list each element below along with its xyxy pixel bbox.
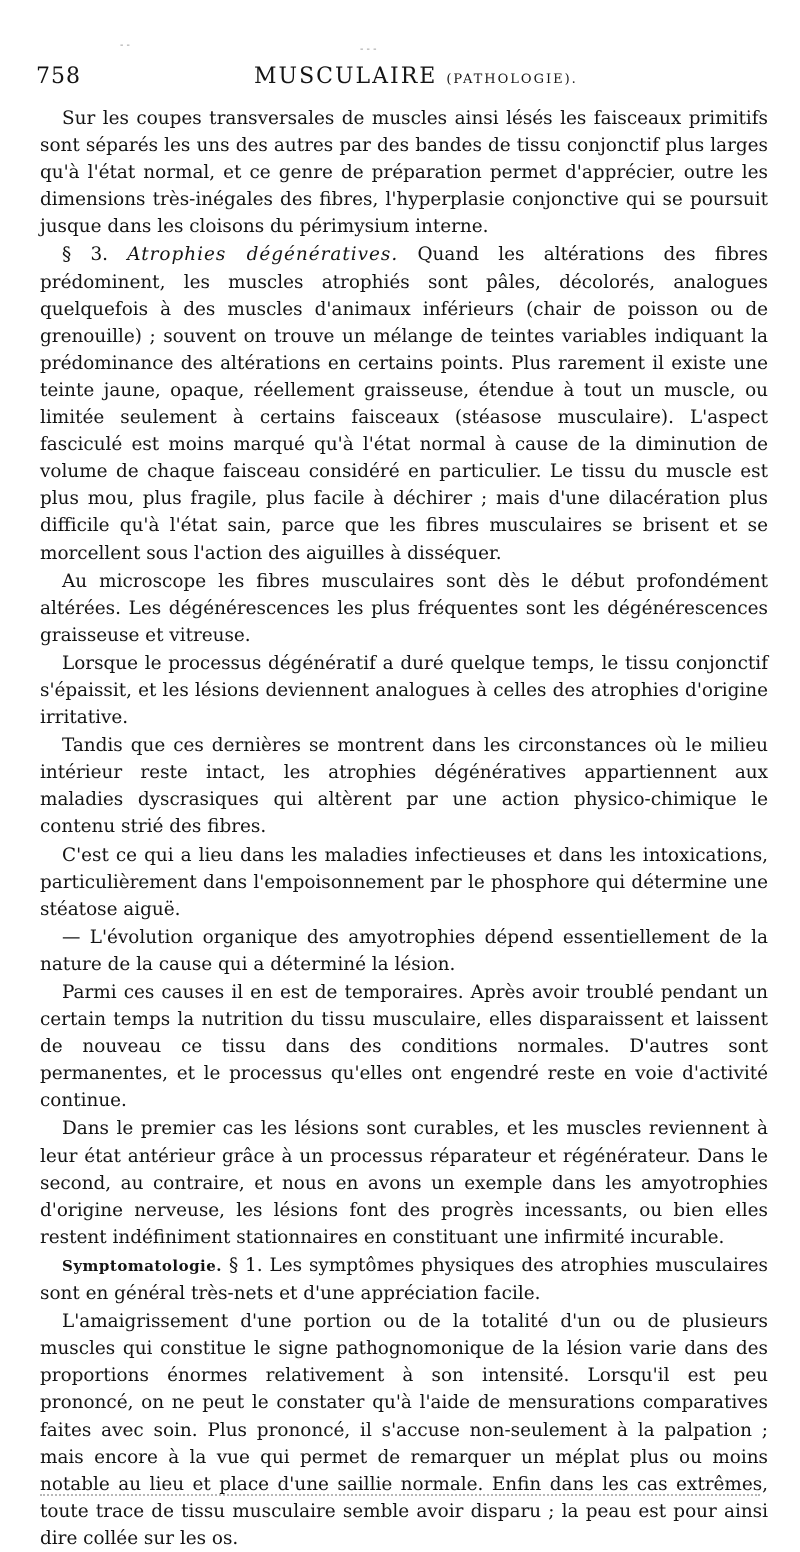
paragraph-2 <box>40 241 768 566</box>
paragraph-9: Dans le premier cas les lésions sont curables, et les muscles reviennent à leur état antérieur grâce à un processus réparateur et régénérateur. Dans le second, au contraire, et nous en avons un exemple dans les amyotrophies d'origine nerveuse, les lésions font des progrès incessants, ou bien elles restent indéfiniment stationnaires en constituant une infirmité incurable. <box>40 1118 768 1248</box>
scan-speck: - - - <box>360 44 377 55</box>
running-title-sub: (PATHOLOGIE). <box>446 72 578 87</box>
paragraph-2-text: Quand les altérations des fibres prédominent, les muscles atrophiés sont pâles, décolorés, analogues quelquefois à des muscles d'animaux inférieurs (chair de poisson ou de grenouille) ; souvent on trouve un mélange de teintes variables indiquant la prédominance des altérations en certains points. Plus rarement il existe une teinte jaune, opaque, réellement graisseuse, étendue à tout un muscle, ou limitée seulement à certains faisceaux (stéasose musculaire). L'aspect fasciculé est moins marqué qu'à l'état normal à cause de la diminution de volume de chaque faisceau considéré en particulier. Le tissu du muscle est plus mou, plus fragile, plus facile à déchirer ; mais d'une dilacération plus difficile qu'à l'état sain, parce que les fibres musculaires se brisent et se morcellent sous l'action des aiguilles à disséquer. <box>40 244 768 564</box>
symptomatology-label: Symptomatologie. <box>62 1256 223 1275</box>
paragraph-10-text: Les symptômes physiques des atrophies musculaires sont en général très-nets et d'une appréciation facile. <box>40 1254 768 1305</box>
paragraph-6: C'est ce qui a lieu dans les maladies infectieuses et dans les intoxications, particulièrement dans l'empoisonnement par le phosphore qui détermine une stéatose aiguë. <box>40 844 768 920</box>
running-header <box>36 64 776 94</box>
paragraph-5: Tandis que ces dernières se montrent dans les circonstances où le milieu intérieur reste intact, les atrophies dégénératives appartiennent aux maladies dyscrasiques qui altèrent par une action physico-chimique le contenu strié des fibres. <box>40 735 768 838</box>
paragraph-8: Parmi ces causes il en est de temporaires. Après avoir troublé pendant un certain temps la nutrition du tissu musculaire, elles disparaissent et laissent de nouveau ce tissu dans des conditions normales. D'autres sont permanentes, et le processus qu'elles ont engendré reste en voie d'activité continue. <box>40 982 768 1112</box>
running-title <box>254 64 578 89</box>
body-text <box>40 105 768 1552</box>
scan-speck: - - <box>120 40 130 51</box>
bottom-scan-noise <box>40 1494 760 1498</box>
section-3-title: Atrophies dégénératives. <box>127 244 399 266</box>
paragraph-1: Sur les coupes transversales de muscles ainsi lésés les faisceaux primitifs sont séparés les uns des autres par des bandes de tissu conjonctif plus larges qu'à l'état normal, et ce genre de préparation permet d'apprécier, outre les dimensions très-inégales des fibres, l'hyperplasie conjonctive qui se poursuit jusque dans les cloisons du périmysium interne. <box>40 108 768 238</box>
paragraph-11: L'amaigrissement d'une portion ou de la totalité d'un ou de plusieurs muscles qui constitue le signe pathognomonique de la lésion varie dans des proportions énormes relativement à son intensité. Lorsqu'il est peu prononcé, on ne peut le constater qu'à l'aide de mensurations comparatives faites avec soin. Plus prononcé, il s'accuse non-seulement à la palpation ; mais encore à la vue qui permet de remarquer un méplat plus ou moins notable au lieu et place d'une saillie normale. Enfin dans les cas extrêmes, toute trace de tissu musculaire semble avoir disparu ; la peau est pour ainsi dire collée sur les os. <box>40 1311 768 1549</box>
page-number: 758 <box>36 64 81 89</box>
paragraph-10 <box>40 1252 768 1307</box>
symptomatology-mark: § 1. <box>228 1254 263 1276</box>
paragraph-7: — L'évolution organique des amyotrophies dépend essentiellement de la nature de la cause qui a déterminé la lésion. <box>40 926 768 975</box>
paragraph-3: Au microscope les fibres musculaires sont dès le début profondément altérées. Les dégénérescences les plus fréquentes sont les dégénérescences graisseuse et vitreuse. <box>40 570 768 646</box>
running-title-main: MUSCULAIRE <box>254 64 438 89</box>
paragraph-4: Lorsque le processus dégénératif a duré quelque temps, le tissu conjonctif s'épaissit, et les lésions deviennent analogues à celles des atrophies d'origine irritative. <box>40 652 768 729</box>
section-3-mark: § 3. <box>62 244 109 266</box>
